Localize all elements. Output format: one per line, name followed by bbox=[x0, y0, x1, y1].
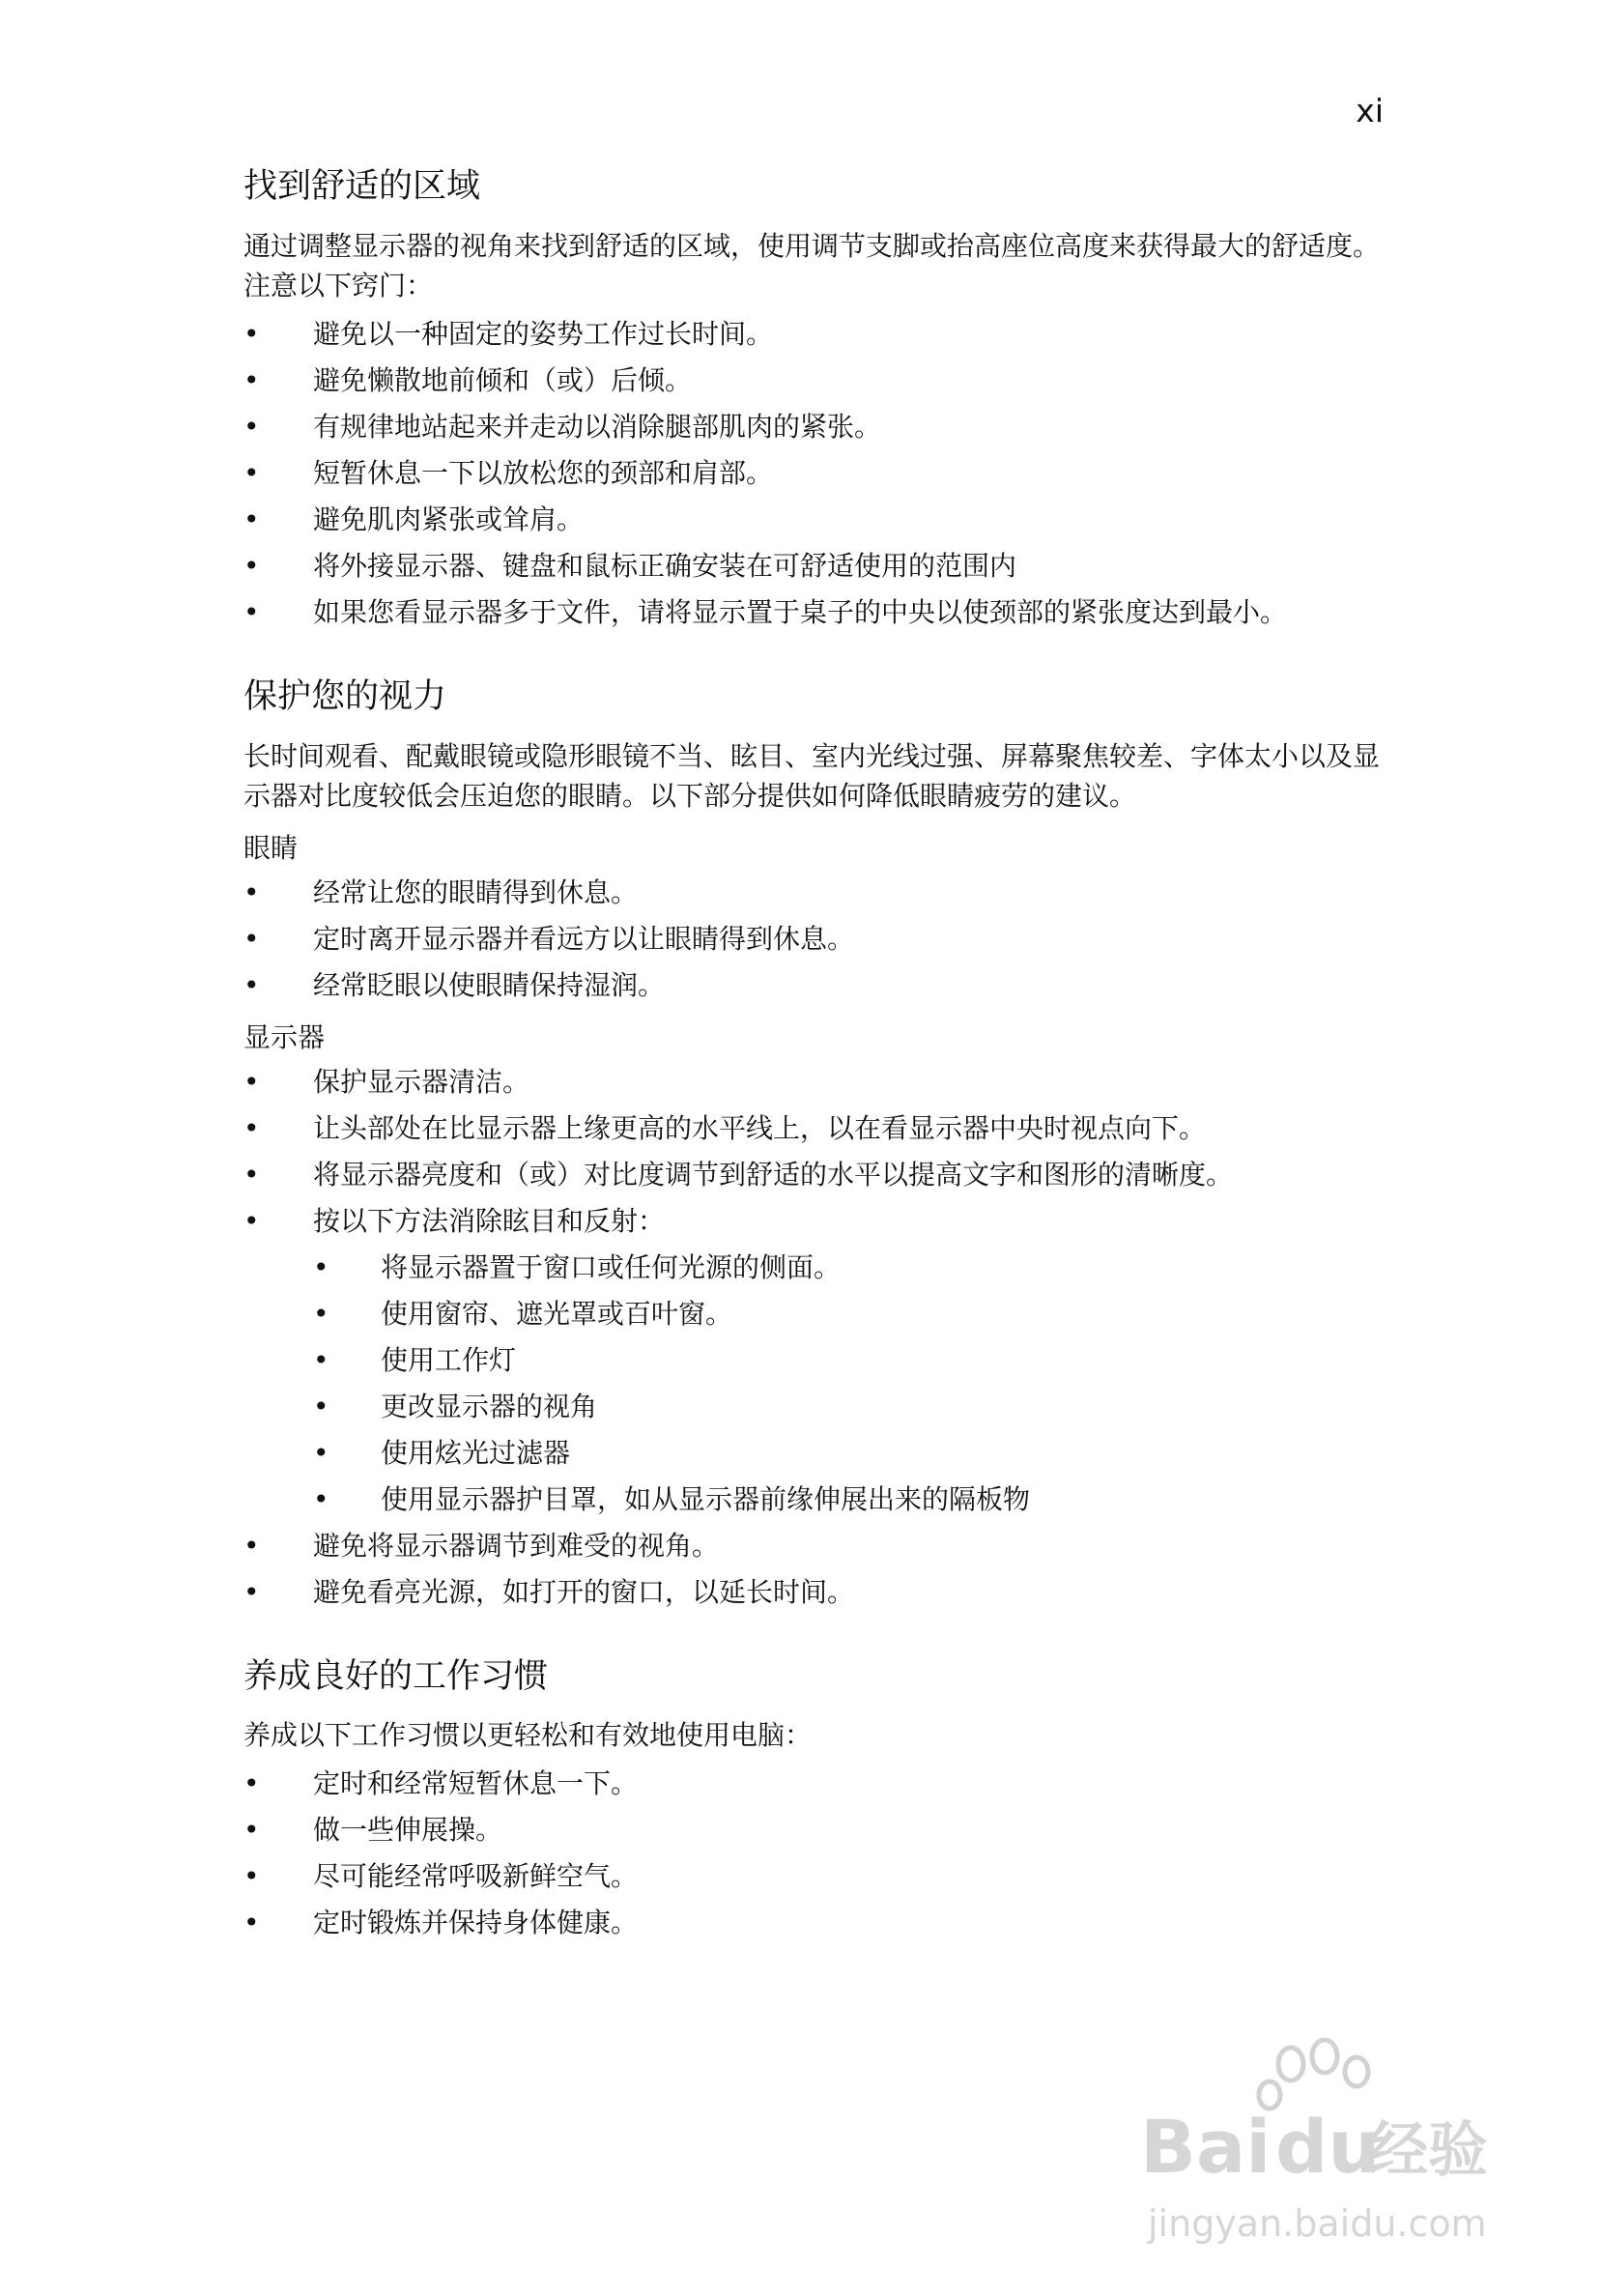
list-item-text: 使用显示器护目罩，如从显示器前缘伸展出来的隔板物 bbox=[381, 1482, 1031, 1515]
watermark-brand-right: du bbox=[1275, 2104, 1381, 2190]
list-item-text: 有规律地站起来并走动以消除腿部肌肉的紧张。 bbox=[313, 410, 882, 443]
section-work-habits bbox=[243, 1656, 1384, 1943]
list-item bbox=[243, 1527, 1384, 1565]
eyes-bullet-list bbox=[243, 874, 1384, 1005]
bullet-icon: • bbox=[243, 1111, 260, 1144]
bullet-list bbox=[243, 1765, 1384, 1942]
list-item bbox=[243, 361, 1384, 400]
list-item bbox=[243, 1904, 1384, 1942]
list-item-text: 将外接显示器、键盘和鼠标正确安装在可舒适使用的范围内 bbox=[313, 549, 1017, 582]
bullet-icon: • bbox=[313, 1390, 329, 1422]
list-item-text: 避免肌肉紧张或耸肩。 bbox=[313, 502, 585, 535]
list-item bbox=[243, 1109, 1384, 1148]
list-item bbox=[243, 1248, 1384, 1287]
list-item-text: 使用炫光过滤器 bbox=[381, 1436, 571, 1469]
bullet-icon: • bbox=[313, 1482, 329, 1515]
list-item-text: 定时离开显示器并看远方以让眼睛得到休息。 bbox=[313, 922, 855, 955]
list-item bbox=[243, 874, 1384, 912]
subheading-display: 显示器 bbox=[243, 1020, 326, 1053]
baidu-watermark bbox=[1129, 2037, 1505, 2269]
list-item bbox=[243, 966, 1384, 1005]
list-item bbox=[243, 1063, 1384, 1102]
bullet-icon: • bbox=[313, 1297, 329, 1330]
subheading-eyes: 眼睛 bbox=[243, 831, 299, 864]
bullet-icon: • bbox=[243, 502, 260, 535]
list-item bbox=[243, 1434, 1384, 1473]
section-intro: 养成以下工作习惯以更轻松和有效地使用电脑： bbox=[243, 1719, 813, 1752]
bullet-icon: • bbox=[243, 317, 260, 350]
list-item bbox=[243, 920, 1384, 959]
document-body bbox=[243, 166, 1384, 1950]
bullet-icon: • bbox=[243, 922, 260, 955]
bullet-icon: • bbox=[243, 1204, 260, 1237]
list-item bbox=[243, 1480, 1384, 1519]
paw-icon bbox=[1259, 2040, 1368, 2109]
bullet-icon: • bbox=[313, 1343, 329, 1376]
display-bullet-list bbox=[243, 1063, 1384, 1241]
list-item bbox=[243, 1156, 1384, 1194]
list-item-text: 让头部处在比显示器上缘更高的水平线上，以在看显示器中央时视点向下。 bbox=[313, 1111, 1207, 1144]
bullet-icon: • bbox=[243, 1814, 260, 1847]
section-heading: 养成良好的工作习惯 bbox=[243, 1656, 549, 1696]
watermark-url: jingyan.baidu.com bbox=[1148, 2202, 1487, 2245]
section-intro: 长时间观看、配戴眼镜或隐形眼镜不当、眩目、室内光线过强、屏幕聚焦较差、字体太小以及显示器对比度较低会压迫您的眼睛。以下部分提供如何降低眼睛疲劳的建议。 bbox=[243, 739, 1381, 812]
bullet-icon: • bbox=[243, 875, 260, 908]
list-item-text: 保护显示器清洁。 bbox=[313, 1065, 530, 1098]
list-item bbox=[243, 1202, 1384, 1241]
section-comfort-zone bbox=[243, 166, 1384, 632]
section-heading: 找到舒适的区域 bbox=[243, 167, 481, 206]
list-item-text: 经常让您的眼睛得到休息。 bbox=[313, 875, 639, 908]
section-heading: 保护您的视力 bbox=[243, 676, 447, 716]
list-item-text: 避免将显示器调节到难受的视角。 bbox=[313, 1529, 720, 1562]
list-item-text: 避免看亮光源，如打开的窗口，以延长时间。 bbox=[313, 1575, 855, 1608]
list-item bbox=[243, 501, 1384, 539]
display-bullet-list-continued bbox=[243, 1527, 1384, 1612]
bullet-icon: • bbox=[243, 1767, 260, 1800]
list-item-text: 避免以一种固定的姿势工作过长时间。 bbox=[313, 317, 774, 350]
list-item-text: 将显示器亮度和（或）对比度调节到舒适的水平以提高文字和图形的清晰度。 bbox=[313, 1158, 1234, 1191]
bullet-icon: • bbox=[243, 1907, 260, 1939]
list-item bbox=[243, 408, 1384, 446]
bullet-icon: • bbox=[243, 1529, 260, 1562]
list-item-text: 避免懒散地前倾和（或）后倾。 bbox=[313, 363, 693, 396]
list-item-text: 更改显示器的视角 bbox=[381, 1390, 598, 1422]
bullet-icon: • bbox=[243, 1860, 260, 1893]
list-item-text: 短暂休息一下以放松您的颈部和肩部。 bbox=[313, 456, 774, 489]
bullet-icon: • bbox=[243, 456, 260, 489]
list-item bbox=[243, 1811, 1384, 1850]
list-item-text: 经常眨眼以使眼睛保持湿润。 bbox=[313, 968, 666, 1001]
list-item-text: 尽可能经常呼吸新鲜空气。 bbox=[313, 1860, 639, 1893]
list-item-text: 将显示器置于窗口或任何光源的侧面。 bbox=[381, 1250, 842, 1283]
list-item-text: 使用窗帘、遮光罩或百叶窗。 bbox=[381, 1297, 733, 1330]
bullet-icon: • bbox=[243, 1158, 260, 1191]
bullet-icon: • bbox=[243, 549, 260, 582]
section-protect-eyesight bbox=[243, 676, 1384, 1612]
list-item bbox=[243, 1388, 1384, 1426]
watermark-brand-left: Bai bbox=[1140, 2104, 1271, 2190]
list-item bbox=[243, 315, 1384, 354]
bullet-icon: • bbox=[243, 1065, 260, 1098]
glare-bullet-list bbox=[243, 1248, 1384, 1519]
bullet-icon: • bbox=[243, 1575, 260, 1608]
list-item bbox=[243, 1765, 1384, 1803]
list-item-text: 定时锻炼并保持身体健康。 bbox=[313, 1907, 639, 1939]
list-item bbox=[243, 1341, 1384, 1380]
bullet-icon: • bbox=[243, 968, 260, 1001]
bullet-icon: • bbox=[243, 595, 260, 628]
bullet-icon: • bbox=[313, 1436, 329, 1469]
list-item bbox=[243, 1295, 1384, 1334]
watermark-brand-cn: 经验 bbox=[1368, 2114, 1489, 2185]
list-item bbox=[243, 1857, 1384, 1896]
list-item bbox=[243, 1573, 1384, 1612]
list-item-text: 定时和经常短暂休息一下。 bbox=[313, 1767, 639, 1800]
bullet-icon: • bbox=[243, 410, 260, 443]
list-item bbox=[243, 454, 1384, 493]
bullet-icon: • bbox=[243, 363, 260, 396]
section-intro: 通过调整显示器的视角来找到舒适的区域，使用调节支脚或抬高座位高度来获得最大的舒适度。注意以下窍门： bbox=[243, 229, 1381, 301]
list-item bbox=[243, 593, 1384, 632]
list-item-text: 按以下方法消除眩目和反射： bbox=[313, 1204, 666, 1237]
list-item-text: 使用工作灯 bbox=[381, 1343, 517, 1376]
page-number: xi bbox=[1356, 92, 1384, 129]
list-item-text: 做一些伸展操。 bbox=[313, 1814, 503, 1847]
bullet-list bbox=[243, 315, 1384, 632]
list-item bbox=[243, 547, 1384, 586]
bullet-icon: • bbox=[313, 1250, 329, 1283]
list-item-text: 如果您看显示器多于文件，请将显示置于桌子的中央以使颈部的紧张度达到最小。 bbox=[313, 595, 1288, 628]
